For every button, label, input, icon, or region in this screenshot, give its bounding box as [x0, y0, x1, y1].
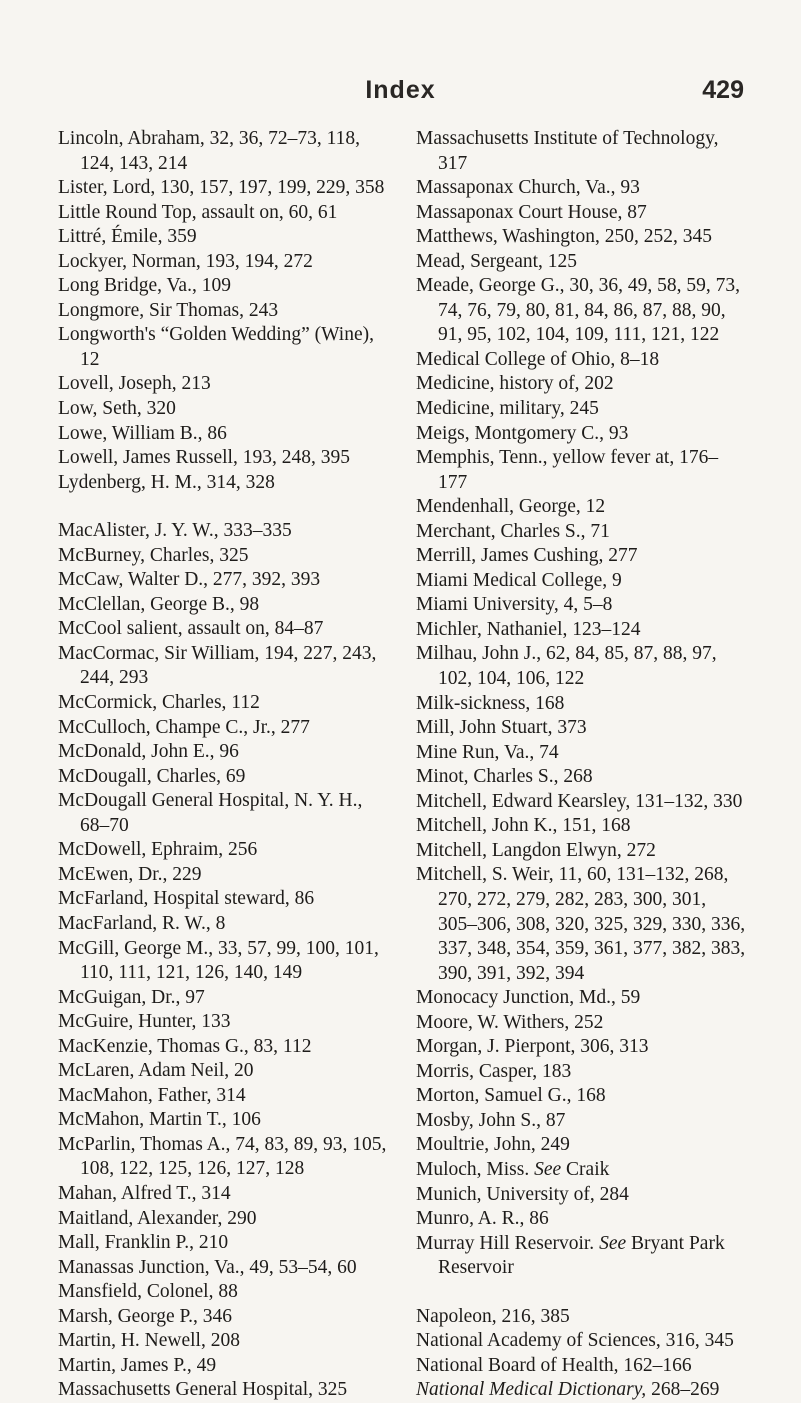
index-entry: McDowell, Ephraim, 256: [58, 839, 258, 861]
index-entry: Lister, Lord, 130, 157, 197, 199, 229, 358: [58, 177, 385, 199]
index-entry: Napoleon, 216, 385: [416, 1305, 570, 1327]
index-entry: Miami University, 4, 5–8: [416, 594, 613, 616]
index-entry: Mitchell, Langdon Elwyn, 272: [416, 839, 656, 861]
index-entry: Morgan, J. Pierpont, 306, 313: [416, 1036, 649, 1058]
index-entry: Martin, H. Newell, 208: [58, 1330, 240, 1352]
index-entry: Michler, Nathaniel, 123–124: [416, 618, 641, 640]
index-entry: National Board of Health, 162–166: [416, 1354, 692, 1376]
index-entry: MacMahon, Father, 314: [58, 1084, 246, 1106]
index-entry: Mansfield, Colonel, 88: [58, 1281, 238, 1303]
index-entry: Massachusetts Institute of Technology, 317: [416, 128, 719, 174]
index-entry: Morris, Casper, 183: [416, 1060, 572, 1082]
index-entry: McDougall, Charles, 69: [58, 765, 246, 787]
index-entry: Mitchell, Edward Kearsley, 131–132, 330: [416, 790, 743, 812]
index-entry: Medicine, military, 245: [416, 398, 599, 420]
index-entry: Miami Medical College, 9: [416, 569, 622, 591]
see-reference: See: [534, 1158, 562, 1180]
index-entry: McMahon, Martin T., 106: [58, 1109, 261, 1131]
index-entry: Lockyer, Norman, 193, 194, 272: [58, 250, 313, 272]
index-entry: Meade, George G., 30, 36, 49, 58, 59, 73, 74, 76, 79, 80, 81, 84, 86, 87, 88, 90, 91, 95, 102, 104, 109, 111, 121, 122: [416, 275, 741, 346]
entry-italic-title: National Medical Dictionary,: [416, 1379, 647, 1401]
index-entry: [416, 1378, 746, 1403]
index-entry: Moultrie, John, 249: [416, 1134, 570, 1156]
index-entry: Medical College of Ohio, 8–18: [416, 348, 660, 370]
index-entry: Merrill, James Cushing, 277: [416, 545, 638, 567]
index-entry: Mine Run, Va., 74: [416, 741, 559, 763]
index-entry: McCormick, Charles, 112: [58, 692, 260, 714]
index-entry: McCulloch, Champe C., Jr., 277: [58, 716, 310, 738]
index-entry: Lincoln, Abraham, 32, 36, 72–73, 118, 124, 143, 214: [58, 128, 361, 174]
index-entry: McGuigan, Dr., 97: [58, 986, 205, 1008]
see-reference: See: [599, 1232, 627, 1254]
index-entry: Lowe, William B., 86: [58, 422, 227, 444]
index-entry: McGuire, Hunter, 133: [58, 1011, 231, 1033]
entry-text: Murray Hill Reservoir.: [416, 1232, 600, 1254]
index-entry: McCaw, Walter D., 277, 392, 393: [58, 569, 321, 591]
entry-text: Muloch, Miss.: [416, 1158, 535, 1180]
index-entry: McFarland, Hospital steward, 86: [58, 888, 315, 910]
index-entry: McBurney, Charles, 325: [58, 544, 249, 566]
index-entry: Low, Seth, 320: [58, 398, 176, 420]
index-entry: McGill, George M., 33, 57, 99, 100, 101, 110, 111, 121, 126, 140, 149: [58, 937, 379, 984]
index-entry: Munro, A. R., 86: [416, 1208, 549, 1230]
index-entry: Memphis, Tenn., yellow fever at, 176–177: [416, 447, 719, 493]
index-entry: Little Round Top, assault on, 60, 61: [58, 201, 338, 223]
index-entry: McEwen, Dr., 229: [58, 863, 202, 885]
index-entry: Merchant, Charles S., 71: [416, 520, 610, 542]
index-entry: Maitland, Alexander, 290: [58, 1207, 257, 1229]
index-entry: Mill, John Stuart, 373: [416, 717, 587, 739]
index-entry: MacCormac, Sir William, 194, 227, 243, 244, 293: [58, 642, 377, 689]
index-entry: Mitchell, John K., 151, 168: [416, 815, 631, 837]
index-entry: Mall, Franklin P., 210: [58, 1232, 229, 1254]
index-entry: Longworth's “Golden Wedding” (Wine), 12: [58, 324, 374, 370]
index-column-right: [416, 127, 746, 1403]
page-header: [0, 72, 801, 112]
index-entry: National Academy of Sciences, 316, 345: [416, 1330, 734, 1352]
index-entry: Milhau, John J., 62, 84, 85, 87, 88, 97, 102, 104, 106, 122: [416, 643, 717, 690]
index-entry: McDonald, John E., 96: [58, 741, 239, 763]
index-entry: Long Bridge, Va., 109: [58, 275, 231, 297]
entry-pages: 268–269: [646, 1379, 720, 1401]
index-entry: Massachusetts General Hospital, 325: [58, 1379, 348, 1401]
index-entry: McLaren, Adam Neil, 20: [58, 1060, 254, 1082]
index-entry: MacAlister, J. Y. W., 333–335: [58, 520, 292, 542]
index-entry: Lydenberg, H. M., 314, 328: [58, 471, 275, 493]
index-entry: McDougall General Hospital, N. Y. H., 68–70: [58, 790, 363, 836]
index-entry: Medicine, history of, 202: [416, 373, 614, 395]
index-entry: Lowell, James Russell, 193, 248, 395: [58, 447, 350, 469]
page-title: Index: [365, 76, 436, 104]
letter-group-gap: [416, 1281, 746, 1305]
index-entry: McCool salient, assault on, 84–87: [58, 618, 324, 640]
index-entry: McClellan, George B., 98: [58, 593, 260, 615]
index-entry: Longmore, Sir Thomas, 243: [58, 299, 279, 321]
index-entry: Martin, James P., 49: [58, 1354, 217, 1376]
letter-group-gap: [58, 495, 388, 519]
see-target: Craik: [561, 1158, 610, 1180]
index-entry: Mead, Sergeant, 125: [416, 250, 578, 272]
index-entry: MacFarland, R. W., 8: [58, 912, 226, 934]
index-entry: Mendenhall, George, 12: [416, 496, 606, 518]
index-entry: Milk-sickness, 168: [416, 692, 565, 714]
index-entry: Littré, Émile, 359: [58, 226, 197, 248]
index-entry: MacKenzie, Thomas G., 83, 112: [58, 1035, 312, 1057]
index-entry: McParlin, Thomas A., 74, 83, 89, 93, 105, 108, 122, 125, 126, 127, 128: [58, 1133, 387, 1180]
index-entry: Manassas Junction, Va., 49, 53–54, 60: [58, 1256, 357, 1278]
see-target: Bryant Park Reservoir: [438, 1232, 725, 1279]
index-entry: Matthews, Washington, 250, 252, 345: [416, 226, 712, 248]
index-entry: Minot, Charles S., 268: [416, 766, 593, 788]
index-entry: Moore, W. Withers, 252: [416, 1011, 604, 1033]
index-entry: Mahan, Alfred T., 314: [58, 1182, 231, 1204]
index-entry: Massaponax Church, Va., 93: [416, 177, 640, 199]
index-entry: Massaponax Court House, 87: [416, 201, 647, 223]
index-column-left: [58, 127, 388, 1403]
index-entry: [416, 1232, 746, 1281]
index-entry: Mitchell, S. Weir, 11, 60, 131–132, 268, 270, 272, 279, 282, 283, 300, 301, 305–306, 308, 320, 325, 329, 330, 336, 337, 348, 354, 359, 361, 377, 382, 383, 390, 391, 392, 394: [416, 864, 746, 984]
index-entry: Lovell, Joseph, 213: [58, 373, 211, 395]
index-entry: Munich, University of, 284: [416, 1183, 629, 1205]
index-entry: Morton, Samuel G., 168: [416, 1085, 606, 1107]
index-entry: Mosby, John S., 87: [416, 1109, 566, 1131]
index-entry: Monocacy Junction, Md., 59: [416, 987, 641, 1009]
index-entry: [416, 1158, 746, 1183]
index-entry: Meigs, Montgomery C., 93: [416, 422, 629, 444]
index-entry: Marsh, George P., 346: [58, 1305, 233, 1327]
page-number: 429: [702, 76, 744, 104]
